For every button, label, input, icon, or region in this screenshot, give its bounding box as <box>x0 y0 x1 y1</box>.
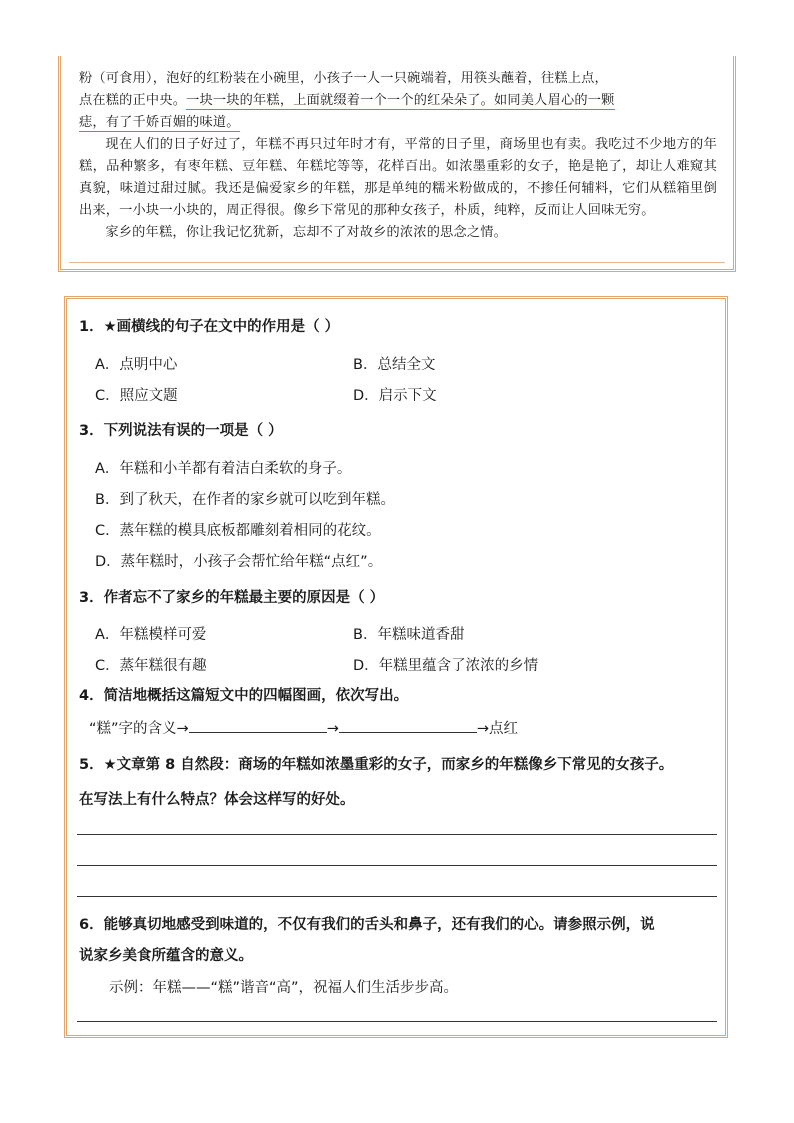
underlined-sentence: 一块一块的年糕，上面就缀着一个一个的红朵朵了。如同美人眉心的一颗 <box>186 93 615 108</box>
question-2-option-d[interactable]: D．蒸年糕时，小孩子会帮忙给年糕“点红”。 <box>95 554 383 570</box>
underlined-sentence-end: 痣，有了千娇百媚的味道。 <box>79 115 240 130</box>
question-5-line-1: 5．★文章第 8 自然段：商场的年糕如浓墨重彩的女子，而家乡的年糕像乡下常见的女孩子。 <box>79 757 674 773</box>
passage-paragraph: 家乡的年糕，你让我记忆犹新，忘却不了对故乡的浓浓的思念之情。 <box>105 225 508 240</box>
question-3-option-b[interactable]: B．年糕味道香甜 <box>353 627 465 643</box>
question-6-line-2: 说家乡美食所蕴含的意义。 <box>79 948 253 964</box>
answer-line[interactable] <box>77 1021 717 1022</box>
question-1-option-d[interactable]: D．启示下文 <box>353 388 437 404</box>
answer-blank[interactable] <box>189 718 327 733</box>
passage-line <box>79 112 717 134</box>
question-5-line-2: 在写法上有什么特点？体会这样写的好处。 <box>79 792 355 808</box>
question-1-option-b[interactable]: B．总结全文 <box>353 357 436 373</box>
answer-blank[interactable] <box>339 718 477 733</box>
passage-line: 粉（可食用），泡好的红粉装在小碗里，小孩子一人一只碗端着，用筷头蘸着，往糕上点， <box>79 71 608 86</box>
question-3-option-a[interactable]: A．年糕模样可爱 <box>95 627 207 643</box>
question-1-option-c[interactable]: C．照应文题 <box>95 388 178 404</box>
question-3-option-d[interactable]: D．年糕里蕴含了浓浓的乡情 <box>353 658 539 674</box>
question-6-example: 示例：年糕——“糕”谐音“高”，祝福人们生活步步高。 <box>109 980 459 996</box>
answer-line[interactable] <box>77 896 717 897</box>
question-4-start: “糕”字的含义→ <box>89 721 189 737</box>
question-2-title: 3．下列说法有误的一项是（ ） <box>79 423 283 439</box>
question-3-title: 3．作者忘不了家乡的年糕最主要的原因是（ ） <box>79 590 385 606</box>
question-1-title: 1．★画横线的句子在文中的作用是（ ） <box>79 319 340 335</box>
question-4-title: 4．简洁地概括这篇短文中的四幅图画，依次写出。 <box>79 688 409 704</box>
question-2-option-c[interactable]: C．蒸年糕的模具底板都雕刻着相同的花纹。 <box>95 523 381 539</box>
question-2-option-a[interactable]: A．年糕和小羊都有着洁白柔软的身子。 <box>95 461 352 477</box>
question-1-option-a[interactable]: A．点明中心 <box>95 357 178 373</box>
divider <box>69 262 725 263</box>
question-6-line-1: 6．能够真切地感受到味道的，不仅有我们的舌头和鼻子，还有我们的心。请参照示例，说 <box>79 917 655 933</box>
question-3-option-c[interactable]: C．蒸年糕很有趣 <box>95 658 207 674</box>
questions-box <box>64 296 728 1038</box>
passage-line <box>79 90 717 112</box>
passage-paragraph: 现在人们的日子好过了，年糕不再只过年时才有，平常的日子里，商场里也有卖。我吃过不少地方的年糕，品种繁多，有枣年糕、豆年糕、年糕坨等等，花样百出。如浓墨重彩的女子，艳是艳了，却让人难窥其真貌，味道过甜过腻。我还是偏爱家乡的年糕，那是单纯的糯米粉做成的，不掺任何辅料，它们从糕箱里倒出来，一小块一小块的，周正得很。像乡下常见的那种女孩子，朴质，纯粹，反而让人回味无穷。 <box>79 137 717 218</box>
passage-box <box>58 56 736 272</box>
question-4-arrow: → <box>326 721 339 737</box>
answer-line[interactable] <box>77 834 717 835</box>
question-4-chain <box>89 717 518 738</box>
passage-text: 点在糕的正中央。 <box>79 93 187 108</box>
answer-line[interactable] <box>77 865 717 866</box>
question-2-option-b[interactable]: B．到了秋天，在作者的家乡就可以吃到年糕。 <box>95 492 395 508</box>
question-4-end: →点红 <box>476 721 518 737</box>
